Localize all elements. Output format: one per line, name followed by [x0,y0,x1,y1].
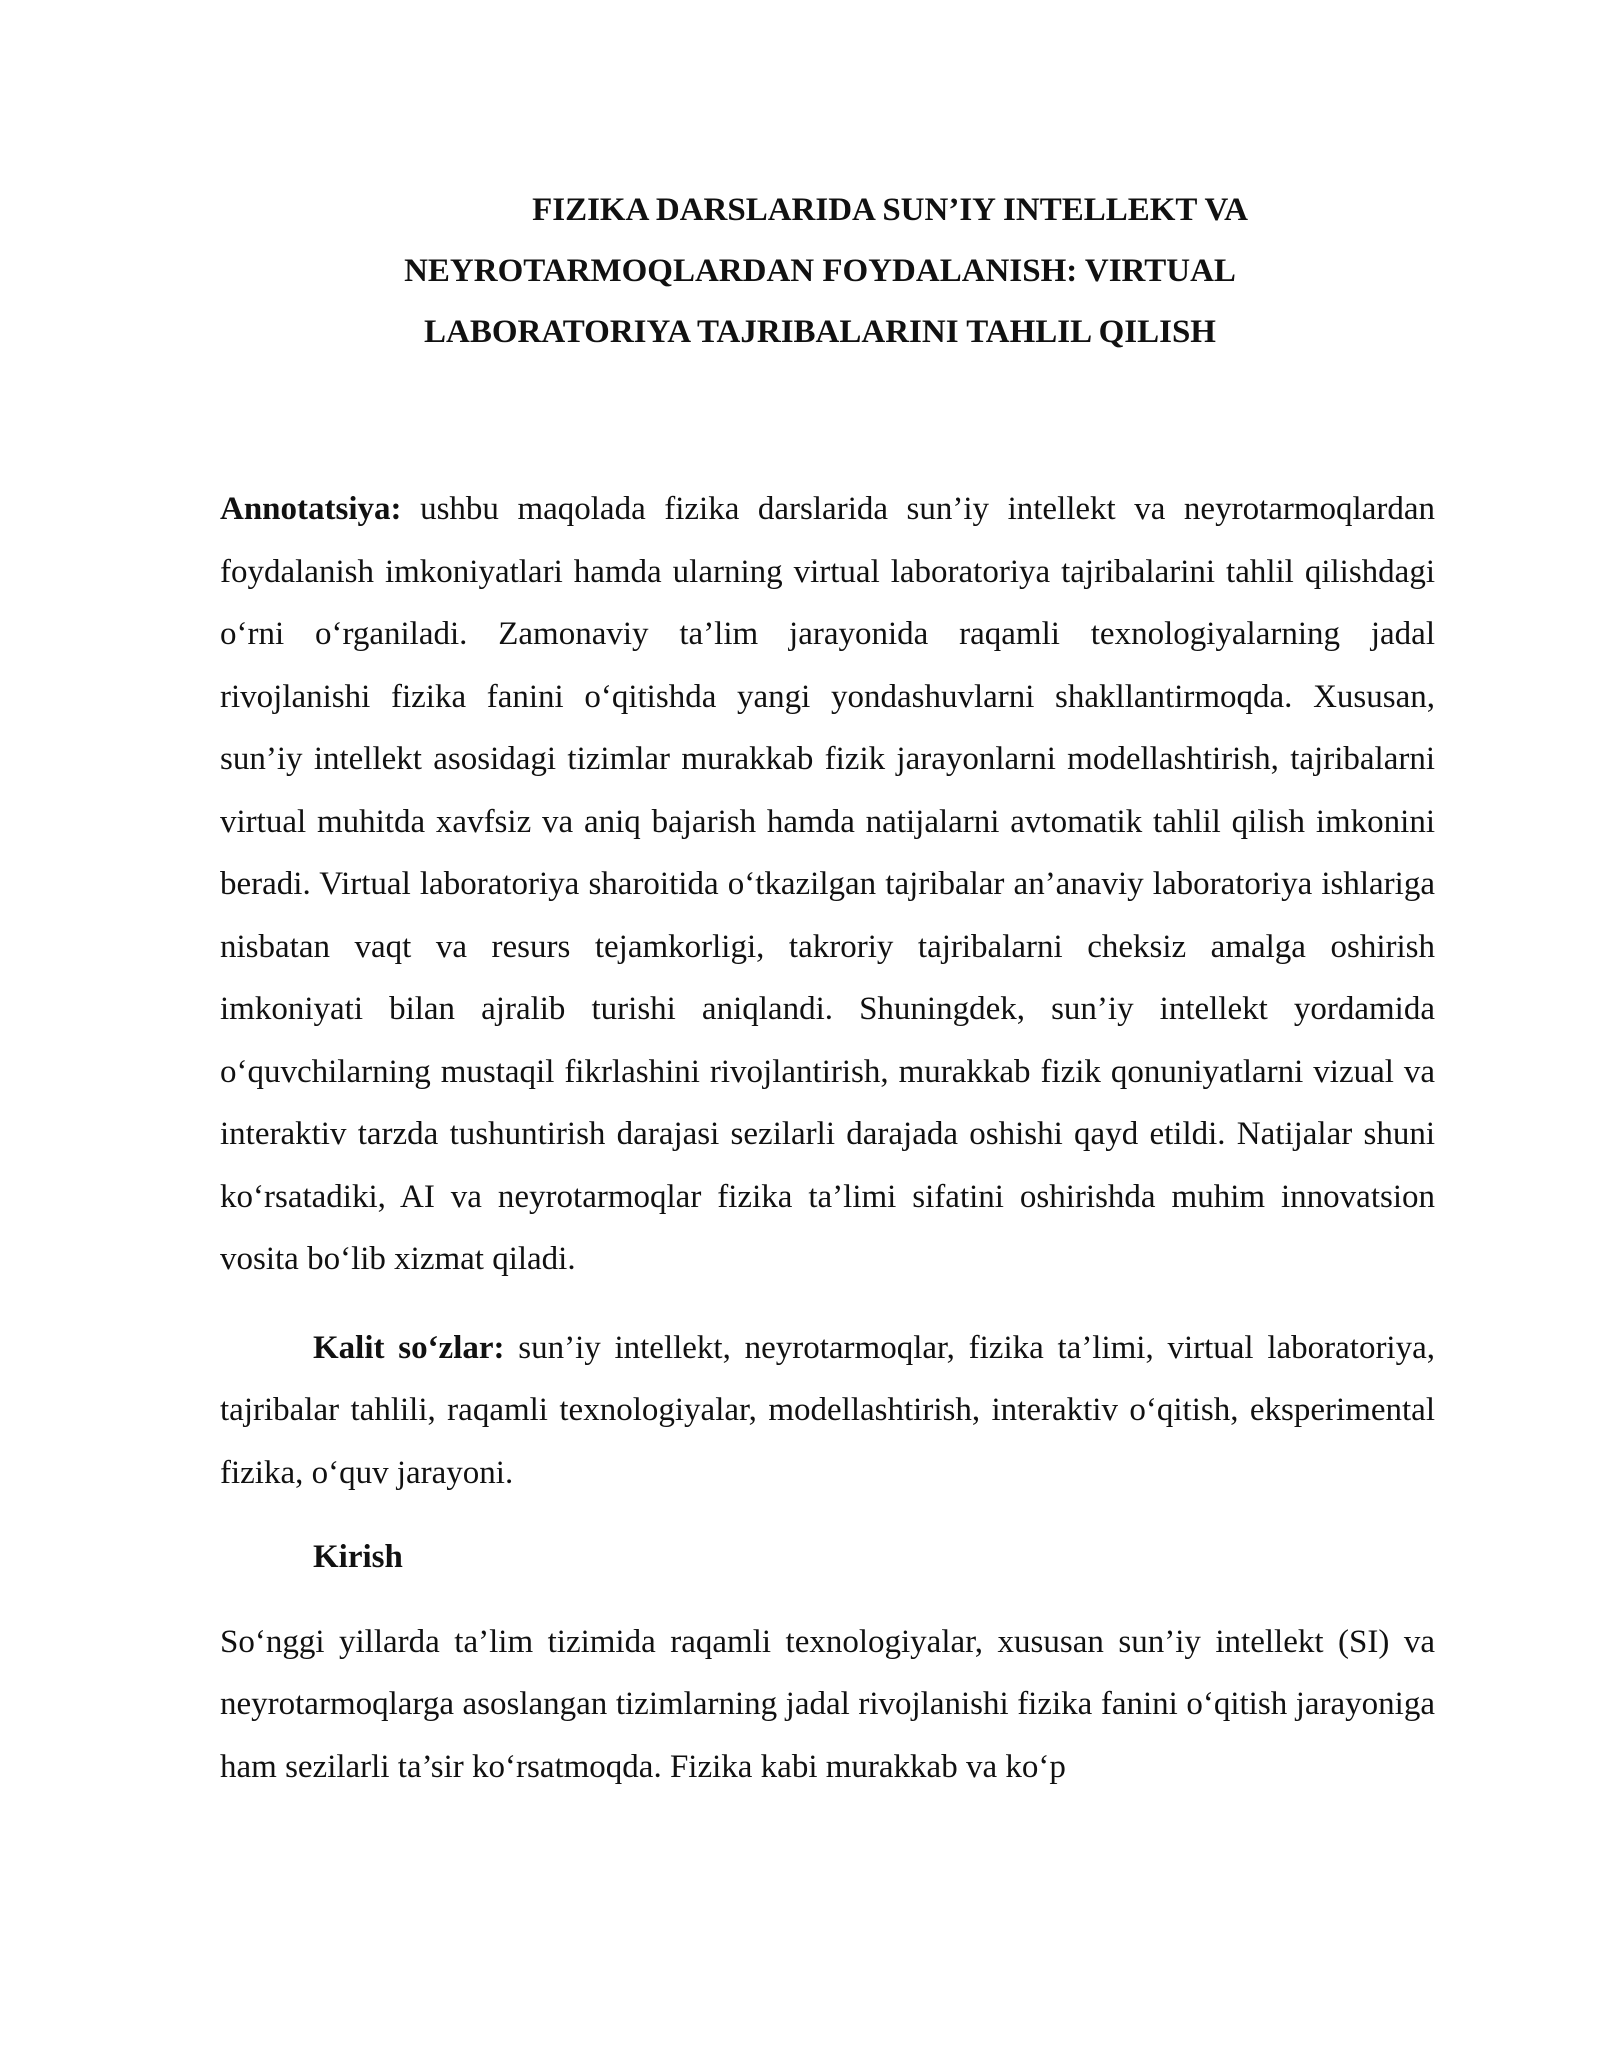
abstract-label: Annotatsiya: [220,491,402,527]
keywords-text: sun’iy intellekt, neyrotarmoqlar, fizika ta’limi, virtual laboratoriya, tajribalar tahlili, raqamli texnologiyalar, modellashtirish, interaktiv o‘qitish, eksperimental fizika, o‘quv jarayoni. [220,1329,1435,1491]
paper-title [220,180,1420,363]
title-line-3: LABORATORIYA TAJRIBALARINI TAHLIL QILISH [424,314,1216,350]
paper-body [220,478,1435,1798]
keywords-label: Kalit so‘zlar: [313,1329,505,1366]
section-heading-introduction: Kirish [313,1539,403,1575]
introduction-paragraph: So‘nggi yillarda ta’lim tizimida raqamli texnologiyalar, xususan sun’iy intellekt (SI) va neyrotarmoqlarga asoslangan tizimlarning jadal rivojlanishi fizika fanini o‘qitish jarayoniga ham sezilarli ta’sir ko‘rsatmoqda. Fizika kabi murakkab va ko‘p [220,1623,1435,1785]
abstract-paragraph [220,478,1435,1291]
abstract-text: ushbu maqolada fizika darslarida sun’iy intellekt va neyrotarmoqlardan foydalanish imkoniyatlari hamda ularning virtual laboratoriya tajribalarini tahlil qilishdagi o‘rni o‘rganiladi. Zamonaviy ta’lim jarayonida raqamli texnologiyalarning jadal rivojlanishi fizika fanini o‘qitishda yangi yondashuvlarni shakllantirmoqda. Xususan, sun’iy intellekt asosidagi tizimlar murakkab fizik jarayonlarni modellashtirish, tajribalarni virtual muhitda xavfsiz va aniq bajarish hamda natijalarni avtomatik tahlil qilish imkonini beradi. Virtual laboratoriya sharoitida o‘tkazilgan tajribalar an’anaviy laboratoriya ishlariga nisbatan vaqt va resurs tejamkorligi, takroriy tajribalarni cheksiz amalga oshirish imkoniyati bilan ajralib turishi aniqlandi. Shuningdek, sun’iy intellekt yordamida o‘quvchilarning mustaqil fikrlashini rivojlantirish, murakkab fizik qonuniyatlarni vizual va interaktiv tarzda tushuntirish darajasi sezilarli darajada oshishi qayd etildi. Natijalar shuni ko‘rsatadiki, AI va neyrotarmoqlar fizika ta’limi sifatini oshirishda muhim innovatsion vosita bo‘lib xizmat qiladi. [220,491,1435,1277]
title-line-2: NEYROTARMOQLARDAN FOYDALANISH: VIRTUAL [404,253,1236,289]
title-line-1: FIZIKA DARSLARIDA SUN’IY INTELLEKT VA [532,192,1248,228]
keywords-paragraph [220,1317,1435,1505]
